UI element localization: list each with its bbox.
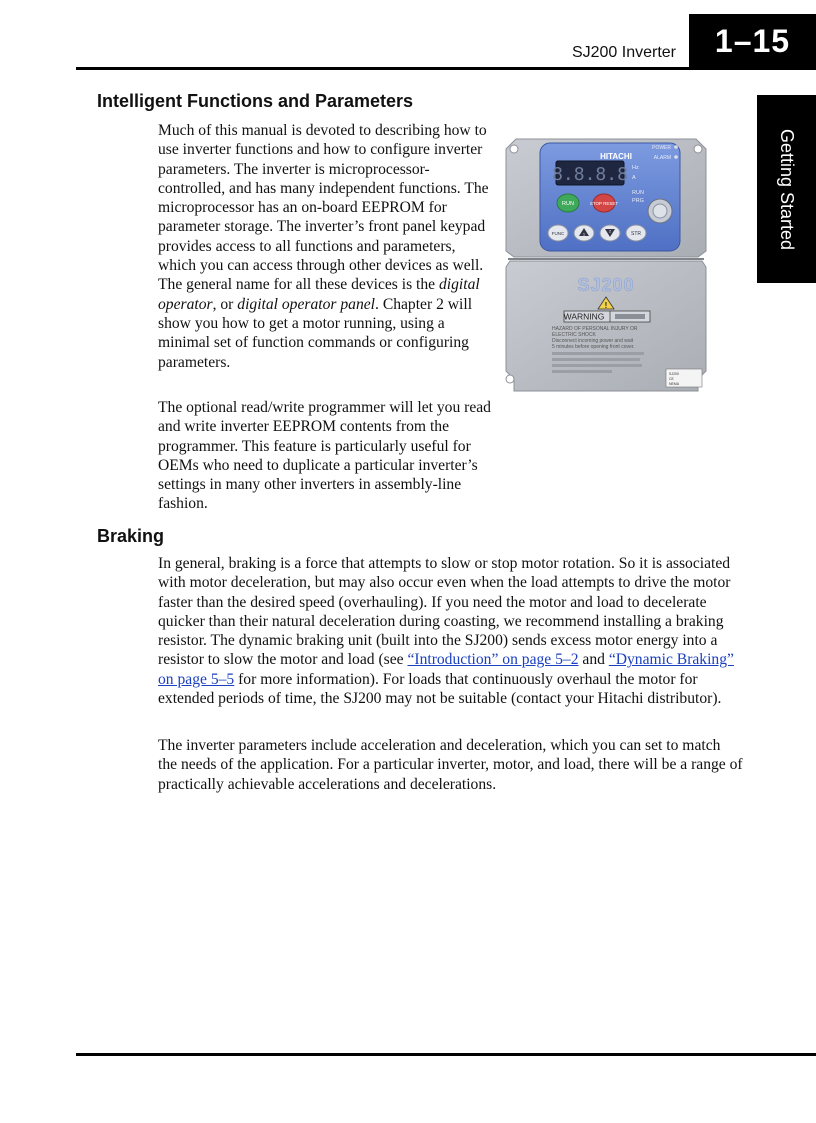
indicator-a: A <box>632 175 636 181</box>
page-number: 1–15 <box>689 14 816 68</box>
link-dynamic-braking-page-5-5[interactable]: “Dynamic Braking” on page 5–5 <box>158 651 734 688</box>
down-key-label: 2 <box>608 228 612 234</box>
warning-line-1: HAZARD OF PERSONAL INJURY OR <box>552 326 638 332</box>
rating-line-1: SJ200 <box>669 372 679 376</box>
text-run: and <box>578 651 609 669</box>
side-tab-label: Getting Started <box>777 128 798 250</box>
store-key-label: STR <box>631 231 641 237</box>
paragraph-acceleration: The inverter parameters include acceleration and deceleration, which you can set to match the needs of the application. For a particular inverter, motor, and load, there will be a range of practically achievable accelerations and decelerations. <box>158 737 743 793</box>
header-title: SJ200 Inverter <box>571 44 676 61</box>
indicator-hz: Hz <box>632 165 639 171</box>
paragraph-functions-parameters <box>158 121 494 372</box>
paragraph-programmer: The optional read/write programmer will let you read and write inverter EEPROM contents from the programmer. This feature is particularly useful for OEMs who need to duplicate a particular inverter’s settings in many other inverters in assembly-line fashion. <box>158 399 491 513</box>
sj200-inverter-image <box>500 133 712 397</box>
emphasis-digital-operator: digital operator <box>158 276 480 313</box>
text-run: . Chapter 2 will show you how to get a motor running, using a minimal set of function commands or configuring parameters. <box>158 295 473 371</box>
emphasis-digital-operator-panel: digital operator panel <box>237 295 376 313</box>
text-run: In general, braking is a force that attempts to slow or stop motor rotation. So it is associated with motor deceleration, but may also occur even when the load attempts to drive the motor faster than the desired speed (overhauling). If you need the motor and load to decelerate quicker than their natural deceleration during coasting, we recommend installing a braking resistor. The dynamic braking unit (built into the SJ200) sends excess motor energy into a resistor to slow the motor and load (see <box>158 555 731 669</box>
func-key-label: FUNC <box>551 231 565 236</box>
up-key-label: 1 <box>582 231 586 237</box>
footer-rule <box>76 1053 816 1056</box>
header-rule <box>76 67 816 70</box>
power-led-icon <box>674 145 678 149</box>
rating-line-3: NEMA <box>669 382 680 386</box>
rating-line-2: CE <box>669 377 674 381</box>
run-key-label: RUN <box>562 201 574 207</box>
alarm-led-icon <box>674 155 678 159</box>
warning-line-3: Disconnect incoming power and wait <box>552 338 634 344</box>
indicator-run: RUN <box>632 190 644 196</box>
model-logo: SJ200 <box>577 275 635 295</box>
chapter-side-tab[interactable] <box>757 95 816 283</box>
warning-exclamation: ! <box>604 301 608 310</box>
warning-label: WARNING <box>563 311 605 322</box>
text-run: , or <box>212 295 238 313</box>
indicator-power: POWER <box>652 145 671 151</box>
link-introduction-page-5-2[interactable]: “Introduction” on page 5–2 <box>407 651 579 669</box>
mounting-hole <box>510 145 518 153</box>
warning-line-2: ELECTRIC SHOCK <box>552 332 596 338</box>
mounting-hole <box>694 145 702 153</box>
indicator-alarm: ALARM <box>653 155 671 161</box>
text-run: for more information). For loads that continuously overhaul the motor for extended periods of time, the SJ200 may not be suitable (contact your Hitachi distributor). <box>158 670 722 708</box>
led-digits: 8.8.8.8 <box>552 164 628 185</box>
stop-reset-key-label: STOP RESET <box>589 201 619 206</box>
section-heading-braking: Braking <box>97 526 165 546</box>
text-run: Much of this manual is devoted to describing how to use inverter functions and how to configure inverter parameters. The inverter is microprocessor-controlled, and has many independent functions. The microprocessor has an on-board EEPROM for parameter storage. The inverter’s front panel keypad provides access to all functions and parameters, which you can access through other devices as well. The general name for all these devices is the <box>158 122 489 294</box>
section-heading-intelligent-functions: Intelligent Functions and Parameters <box>97 91 414 111</box>
brand-text: HITACHI <box>600 152 632 161</box>
japanese-warning-glyphs <box>615 314 645 319</box>
indicator-prg: PRG <box>632 198 644 204</box>
warning-line-4: 5 minutes before opening front cover. <box>552 344 635 350</box>
mounting-hole <box>506 375 514 383</box>
knob-center <box>653 204 667 218</box>
paragraph-braking <box>158 554 743 708</box>
